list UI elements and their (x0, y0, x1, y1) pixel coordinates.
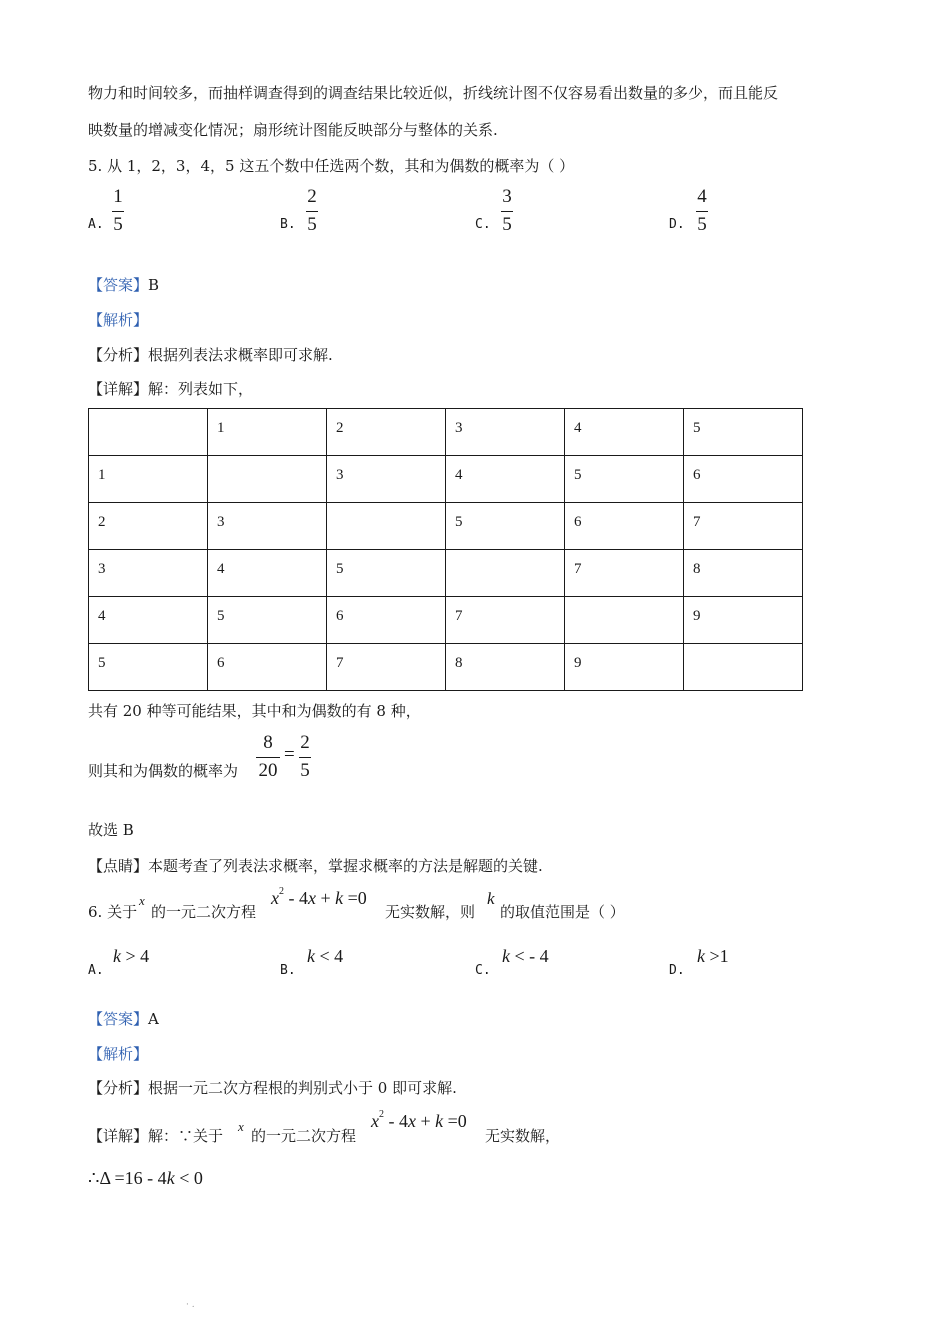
table-cell: 1 (89, 456, 208, 503)
q6-detail-var-x: x (238, 1119, 244, 1134)
table-cell: 3 (89, 550, 208, 597)
table-cell: 8 (684, 550, 803, 597)
fraction-numerator: 2 (307, 186, 317, 207)
table-cell: 5 (565, 456, 684, 503)
table-cell: 7 (446, 597, 565, 644)
table-cell: 6 (684, 456, 803, 503)
q6-stem-b: 的一元二次方程 (151, 903, 257, 921)
table-cell: 5 (208, 597, 327, 644)
q5-answer (88, 274, 159, 295)
table-cell: 4 (446, 456, 565, 503)
dianjing-text: 本题考查了列表法求概率，掌握求概率的方法是解题的关键. (148, 857, 543, 875)
q6-detail-c: 无实数解， (485, 1127, 561, 1145)
dianjing-tag: 【点睛】 (88, 857, 149, 875)
table-cell: 4 (208, 550, 327, 597)
q6-detail-equation: $x^2 - 4x + k =0$ (371, 1109, 467, 1131)
table-cell (446, 550, 565, 597)
option-fraction (501, 186, 513, 236)
q6-fenxi (88, 1077, 457, 1098)
footer-mark: · . (186, 1300, 195, 1310)
option-expression: k > 4 (113, 946, 150, 966)
table-cell: 5 (684, 409, 803, 456)
fraction-denominator: 5 (300, 760, 310, 781)
table-cell: 3 (208, 503, 327, 550)
sum-table (88, 408, 803, 691)
intro-line-1: 物力和时间较多，而抽样调查得到的调查结果比较近似，折线统计图不仅容易看出数量的多少，而且能反 (88, 84, 779, 102)
fraction-numerator: 8 (263, 732, 273, 753)
option-letter: D. (669, 963, 685, 978)
table-cell: 4 (89, 597, 208, 644)
option-letter: B. (280, 963, 296, 978)
table-cell: 7 (327, 644, 446, 691)
fraction-denominator: 5 (697, 214, 707, 235)
prob-fraction-1 (256, 732, 280, 782)
detail-text: 解：∵关于 (148, 1127, 224, 1145)
q5-analysis-tag: 【解析】 (88, 311, 149, 329)
option-letter: C. (475, 963, 491, 978)
fraction-numerator: 2 (300, 732, 310, 753)
fenxi-text: 根据一元二次方程根的判别式小于 0 即可求解. (148, 1079, 457, 1097)
q5-detail (88, 378, 253, 399)
table-row (89, 644, 803, 691)
q6-equation: $x^2 - 4x + k =0$ (271, 886, 367, 908)
fenxi-text: 根据列表法求概率即可求解. (148, 346, 333, 364)
option-fraction (306, 186, 318, 236)
table-cell: 6 (327, 597, 446, 644)
table-cell: 6 (565, 503, 684, 550)
table-cell: 7 (565, 550, 684, 597)
q5-stem: 5. 从 1，2，3，4，5 这五个数中任选两个数，其和为偶数的概率为（ ） (88, 157, 575, 175)
option-letter: C. (475, 217, 491, 232)
prob-fraction-2 (299, 732, 311, 782)
table-cell: 5 (446, 503, 565, 550)
table-cell: 5 (327, 550, 446, 597)
table-cell: 4 (565, 409, 684, 456)
q6-stem-c: 无实数解，则 (385, 903, 476, 921)
fraction-numerator: 4 (697, 186, 707, 207)
q5-prob-prefix: 则其和为偶数的概率为 (88, 762, 239, 780)
table-cell: 3 (327, 456, 446, 503)
table-row (89, 550, 803, 597)
fraction-bar (256, 757, 280, 758)
option-letter: B. (280, 217, 296, 232)
q6-stem-a: 6. 关于 (88, 903, 138, 921)
table-cell (89, 409, 208, 456)
fenxi-tag: 【分析】 (88, 1079, 149, 1097)
answer-value: A (148, 1010, 159, 1028)
q6-discriminant: ∴Δ =16 - 4k < 0 (88, 1168, 203, 1188)
table-cell: 3 (446, 409, 565, 456)
table-row (89, 409, 803, 456)
table-cell: 5 (89, 644, 208, 691)
fraction-denominator: 20 (258, 760, 278, 781)
answer-value: B (148, 276, 160, 294)
q6-var-k: k (487, 889, 495, 908)
option-letter: A. (88, 217, 104, 232)
fenxi-tag: 【分析】 (88, 346, 149, 364)
answer-tag: 【答案】 (88, 1010, 149, 1028)
table-cell: 8 (446, 644, 565, 691)
fraction-bar (112, 211, 124, 212)
q5-conclusion: 故选 B (88, 821, 134, 839)
option-fraction (696, 186, 708, 236)
q5-dianjing (88, 855, 543, 876)
intro-line-2: 映数量的增减变化情况；扇形统计图能反映部分与整体的关系. (88, 121, 498, 139)
table-cell: 6 (208, 644, 327, 691)
option-expression: k >1 (697, 946, 729, 966)
detail-tag: 【详解】 (88, 380, 149, 398)
table-row (89, 456, 803, 503)
table-cell: 2 (89, 503, 208, 550)
q5-summary: 共有 20 种等可能结果，其中和为偶数的有 8 种， (88, 702, 421, 720)
fraction-denominator: 5 (307, 214, 317, 235)
table-cell (327, 503, 446, 550)
option-letter: A. (88, 963, 104, 978)
option-expression: k < 4 (307, 946, 344, 966)
fraction-bar (299, 757, 311, 758)
table-cell (565, 597, 684, 644)
fraction-numerator: 3 (502, 186, 512, 207)
table-cell (684, 644, 803, 691)
q6-detail-b: 的一元二次方程 (251, 1127, 357, 1145)
detail-text: 解：列表如下， (148, 380, 254, 398)
fraction-numerator: 1 (113, 186, 123, 207)
fraction-denominator: 5 (113, 214, 123, 235)
fraction-bar (696, 211, 708, 212)
q6-answer (88, 1008, 159, 1029)
q6-var-x: x (139, 893, 145, 908)
table-cell (208, 456, 327, 503)
table-cell: 1 (208, 409, 327, 456)
table-cell: 7 (684, 503, 803, 550)
table-row (89, 503, 803, 550)
fraction-denominator: 5 (502, 214, 512, 235)
table-cell: 9 (684, 597, 803, 644)
table-cell: 2 (327, 409, 446, 456)
answer-tag: 【答案】 (88, 276, 149, 294)
fraction-bar (501, 211, 513, 212)
q6-detail-a (88, 1125, 223, 1146)
detail-tag: 【详解】 (88, 1127, 149, 1145)
equals-sign: = (284, 744, 295, 765)
option-expression: k < - 4 (502, 946, 549, 966)
table-row (89, 597, 803, 644)
option-fraction (112, 186, 124, 236)
fraction-bar (306, 211, 318, 212)
q5-fenxi (88, 344, 333, 365)
option-letter: D. (669, 217, 685, 232)
q6-stem-d: 的取值范围是（ ） (500, 903, 625, 921)
table-cell: 9 (565, 644, 684, 691)
q6-analysis-tag: 【解析】 (88, 1045, 149, 1063)
